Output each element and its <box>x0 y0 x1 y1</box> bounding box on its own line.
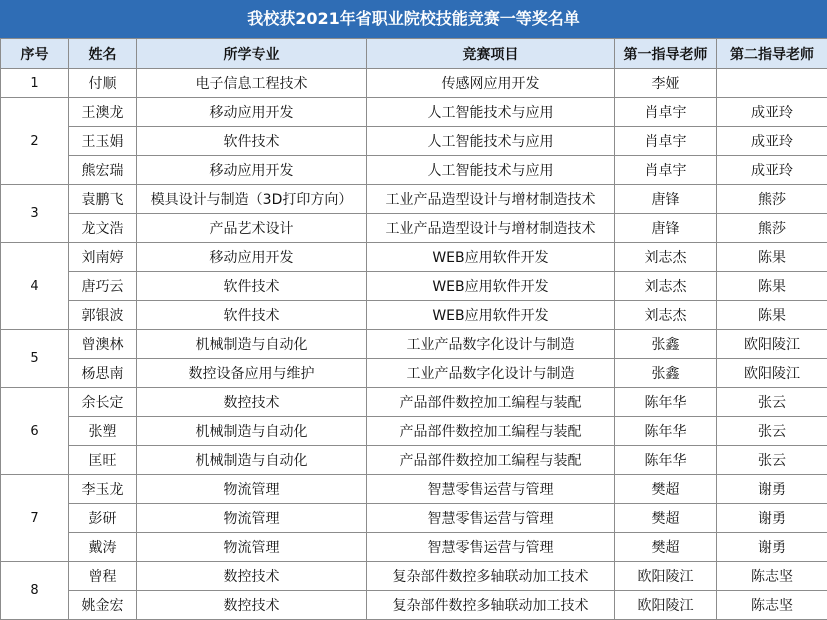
first-teacher-cell[interactable]: 张鑫 <box>615 330 717 359</box>
project-cell[interactable]: 工业产品造型设计与增材制造技术 <box>367 185 615 214</box>
major-cell[interactable]: 软件技术 <box>137 272 367 301</box>
second-teacher-cell[interactable]: 成亚玲 <box>717 127 827 156</box>
project-cell[interactable]: 智慧零售运营与管理 <box>367 475 615 504</box>
major-cell[interactable]: 移动应用开发 <box>137 156 367 185</box>
major-cell[interactable]: 模具设计与制造（3D打印方向） <box>137 185 367 214</box>
project-cell[interactable]: 复杂部件数控多轴联动加工技术 <box>367 591 615 620</box>
table-row <box>1 127 827 156</box>
major-cell[interactable]: 数控技术 <box>137 562 367 591</box>
second-teacher-cell[interactable]: 陈果 <box>717 243 827 272</box>
major-cell[interactable]: 移动应用开发 <box>137 243 367 272</box>
table-row <box>1 359 827 388</box>
student-name-cell[interactable]: 李玉龙 <box>69 475 137 504</box>
project-cell[interactable]: 产品部件数控加工编程与装配 <box>367 388 615 417</box>
first-teacher-cell[interactable]: 肖卓宇 <box>615 98 717 127</box>
first-teacher-cell[interactable]: 陈年华 <box>615 417 717 446</box>
header-teacher1[interactable]: 第一指导老师 <box>615 39 717 69</box>
first-teacher-cell[interactable]: 欧阳陵江 <box>615 562 717 591</box>
table-row <box>1 475 827 504</box>
header-name[interactable]: 姓名 <box>69 39 137 69</box>
student-name-cell[interactable]: 曾程 <box>69 562 137 591</box>
first-teacher-cell[interactable]: 刘志杰 <box>615 272 717 301</box>
second-teacher-cell[interactable]: 陈果 <box>717 301 827 330</box>
seq-cell[interactable]: 7 <box>1 475 69 562</box>
major-cell[interactable]: 物流管理 <box>137 533 367 562</box>
second-teacher-cell[interactable]: 张云 <box>717 388 827 417</box>
table-row <box>1 214 827 243</box>
student-name-cell[interactable]: 袁鹏飞 <box>69 185 137 214</box>
project-cell[interactable]: 复杂部件数控多轴联动加工技术 <box>367 562 615 591</box>
second-teacher-cell[interactable] <box>717 69 827 98</box>
second-teacher-cell[interactable]: 欧阳陵江 <box>717 330 827 359</box>
table-row <box>1 330 827 359</box>
table-row <box>1 446 827 475</box>
first-teacher-cell[interactable]: 肖卓宇 <box>615 156 717 185</box>
first-teacher-cell[interactable]: 樊超 <box>615 475 717 504</box>
header-project[interactable]: 竞赛项目 <box>367 39 615 69</box>
project-cell[interactable]: WEB应用软件开发 <box>367 272 615 301</box>
first-teacher-cell[interactable]: 李娅 <box>615 69 717 98</box>
student-name-cell[interactable]: 彭研 <box>69 504 137 533</box>
table-row <box>1 243 827 272</box>
student-name-cell[interactable]: 姚金宏 <box>69 591 137 620</box>
table-row <box>1 562 827 591</box>
student-name-cell[interactable]: 付顺 <box>69 69 137 98</box>
student-name-cell[interactable]: 唐巧云 <box>69 272 137 301</box>
project-cell[interactable]: 产品部件数控加工编程与装配 <box>367 417 615 446</box>
major-cell[interactable]: 数控技术 <box>137 388 367 417</box>
student-name-cell[interactable]: 刘南婷 <box>69 243 137 272</box>
seq-cell[interactable]: 8 <box>1 562 69 620</box>
second-teacher-cell[interactable]: 谢勇 <box>717 475 827 504</box>
table-row <box>1 301 827 330</box>
major-cell[interactable]: 物流管理 <box>137 475 367 504</box>
seq-cell[interactable]: 5 <box>1 330 69 388</box>
project-cell[interactable]: 人工智能技术与应用 <box>367 156 615 185</box>
project-cell[interactable]: 工业产品数字化设计与制造 <box>367 359 615 388</box>
seq-cell[interactable]: 2 <box>1 98 69 185</box>
second-teacher-cell[interactable]: 成亚玲 <box>717 156 827 185</box>
first-teacher-cell[interactable]: 张鑫 <box>615 359 717 388</box>
student-name-cell[interactable]: 张塑 <box>69 417 137 446</box>
project-cell[interactable]: 人工智能技术与应用 <box>367 127 615 156</box>
seq-cell[interactable]: 4 <box>1 243 69 330</box>
major-cell[interactable]: 软件技术 <box>137 127 367 156</box>
major-cell[interactable]: 电子信息工程技术 <box>137 69 367 98</box>
student-name-cell[interactable]: 熊宏瑞 <box>69 156 137 185</box>
second-teacher-cell[interactable]: 熊莎 <box>717 185 827 214</box>
first-teacher-cell[interactable]: 唐锋 <box>615 214 717 243</box>
table-row <box>1 388 827 417</box>
student-name-cell[interactable]: 龙文浩 <box>69 214 137 243</box>
major-cell[interactable]: 机械制造与自动化 <box>137 330 367 359</box>
seq-cell[interactable]: 6 <box>1 388 69 475</box>
table-row <box>1 156 827 185</box>
major-cell[interactable]: 物流管理 <box>137 504 367 533</box>
seq-cell[interactable]: 3 <box>1 185 69 243</box>
major-cell[interactable]: 数控技术 <box>137 591 367 620</box>
student-name-cell[interactable]: 郭银波 <box>69 301 137 330</box>
project-cell[interactable]: 人工智能技术与应用 <box>367 98 615 127</box>
table-row <box>1 69 827 98</box>
major-cell[interactable]: 机械制造与自动化 <box>137 446 367 475</box>
second-teacher-cell[interactable]: 张云 <box>717 446 827 475</box>
table-row <box>1 185 827 214</box>
second-teacher-cell[interactable]: 熊莎 <box>717 214 827 243</box>
project-cell[interactable]: WEB应用软件开发 <box>367 301 615 330</box>
table-title: 我校获2021年省职业院校技能竞赛一等奖名单 <box>0 0 827 38</box>
second-teacher-cell[interactable]: 陈果 <box>717 272 827 301</box>
project-cell[interactable]: 工业产品数字化设计与制造 <box>367 330 615 359</box>
student-name-cell[interactable]: 曾澳林 <box>69 330 137 359</box>
first-teacher-cell[interactable]: 欧阳陵江 <box>615 591 717 620</box>
first-teacher-cell[interactable]: 陈年华 <box>615 388 717 417</box>
second-teacher-cell[interactable]: 陈志坚 <box>717 562 827 591</box>
table-body <box>1 69 827 620</box>
table-row <box>1 504 827 533</box>
student-name-cell[interactable]: 王澳龙 <box>69 98 137 127</box>
first-teacher-cell[interactable]: 刘志杰 <box>615 243 717 272</box>
header-row <box>1 39 827 69</box>
first-teacher-cell[interactable]: 刘志杰 <box>615 301 717 330</box>
project-cell[interactable]: 智慧零售运营与管理 <box>367 533 615 562</box>
second-teacher-cell[interactable]: 张云 <box>717 417 827 446</box>
student-name-cell[interactable]: 杨思南 <box>69 359 137 388</box>
student-name-cell[interactable]: 戴涛 <box>69 533 137 562</box>
table-row <box>1 98 827 127</box>
first-teacher-cell[interactable]: 陈年华 <box>615 446 717 475</box>
table-row <box>1 533 827 562</box>
header-teacher2[interactable]: 第二指导老师 <box>717 39 827 69</box>
first-teacher-cell[interactable]: 肖卓宇 <box>615 127 717 156</box>
project-cell[interactable]: WEB应用软件开发 <box>367 243 615 272</box>
student-name-cell[interactable]: 余长定 <box>69 388 137 417</box>
major-cell[interactable]: 机械制造与自动化 <box>137 417 367 446</box>
second-teacher-cell[interactable]: 成亚玲 <box>717 98 827 127</box>
header-seq[interactable]: 序号 <box>1 39 69 69</box>
second-teacher-cell[interactable]: 谢勇 <box>717 533 827 562</box>
first-teacher-cell[interactable]: 唐锋 <box>615 185 717 214</box>
header-major[interactable]: 所学专业 <box>137 39 367 69</box>
award-table <box>0 38 827 620</box>
student-name-cell[interactable]: 王玉娟 <box>69 127 137 156</box>
table-row <box>1 272 827 301</box>
project-cell[interactable]: 产品部件数控加工编程与装配 <box>367 446 615 475</box>
table-row <box>1 417 827 446</box>
second-teacher-cell[interactable]: 谢勇 <box>717 504 827 533</box>
first-teacher-cell[interactable]: 樊超 <box>615 533 717 562</box>
second-teacher-cell[interactable]: 陈志坚 <box>717 591 827 620</box>
major-cell[interactable]: 数控设备应用与维护 <box>137 359 367 388</box>
first-teacher-cell[interactable]: 樊超 <box>615 504 717 533</box>
major-cell[interactable]: 软件技术 <box>137 301 367 330</box>
seq-cell[interactable]: 1 <box>1 69 69 98</box>
student-name-cell[interactable]: 匡旺 <box>69 446 137 475</box>
table-row <box>1 591 827 620</box>
major-cell[interactable]: 移动应用开发 <box>137 98 367 127</box>
project-cell[interactable]: 工业产品造型设计与增材制造技术 <box>367 214 615 243</box>
second-teacher-cell[interactable]: 欧阳陵江 <box>717 359 827 388</box>
major-cell[interactable]: 产品艺术设计 <box>137 214 367 243</box>
project-cell[interactable]: 智慧零售运营与管理 <box>367 504 615 533</box>
project-cell[interactable]: 传感网应用开发 <box>367 69 615 98</box>
